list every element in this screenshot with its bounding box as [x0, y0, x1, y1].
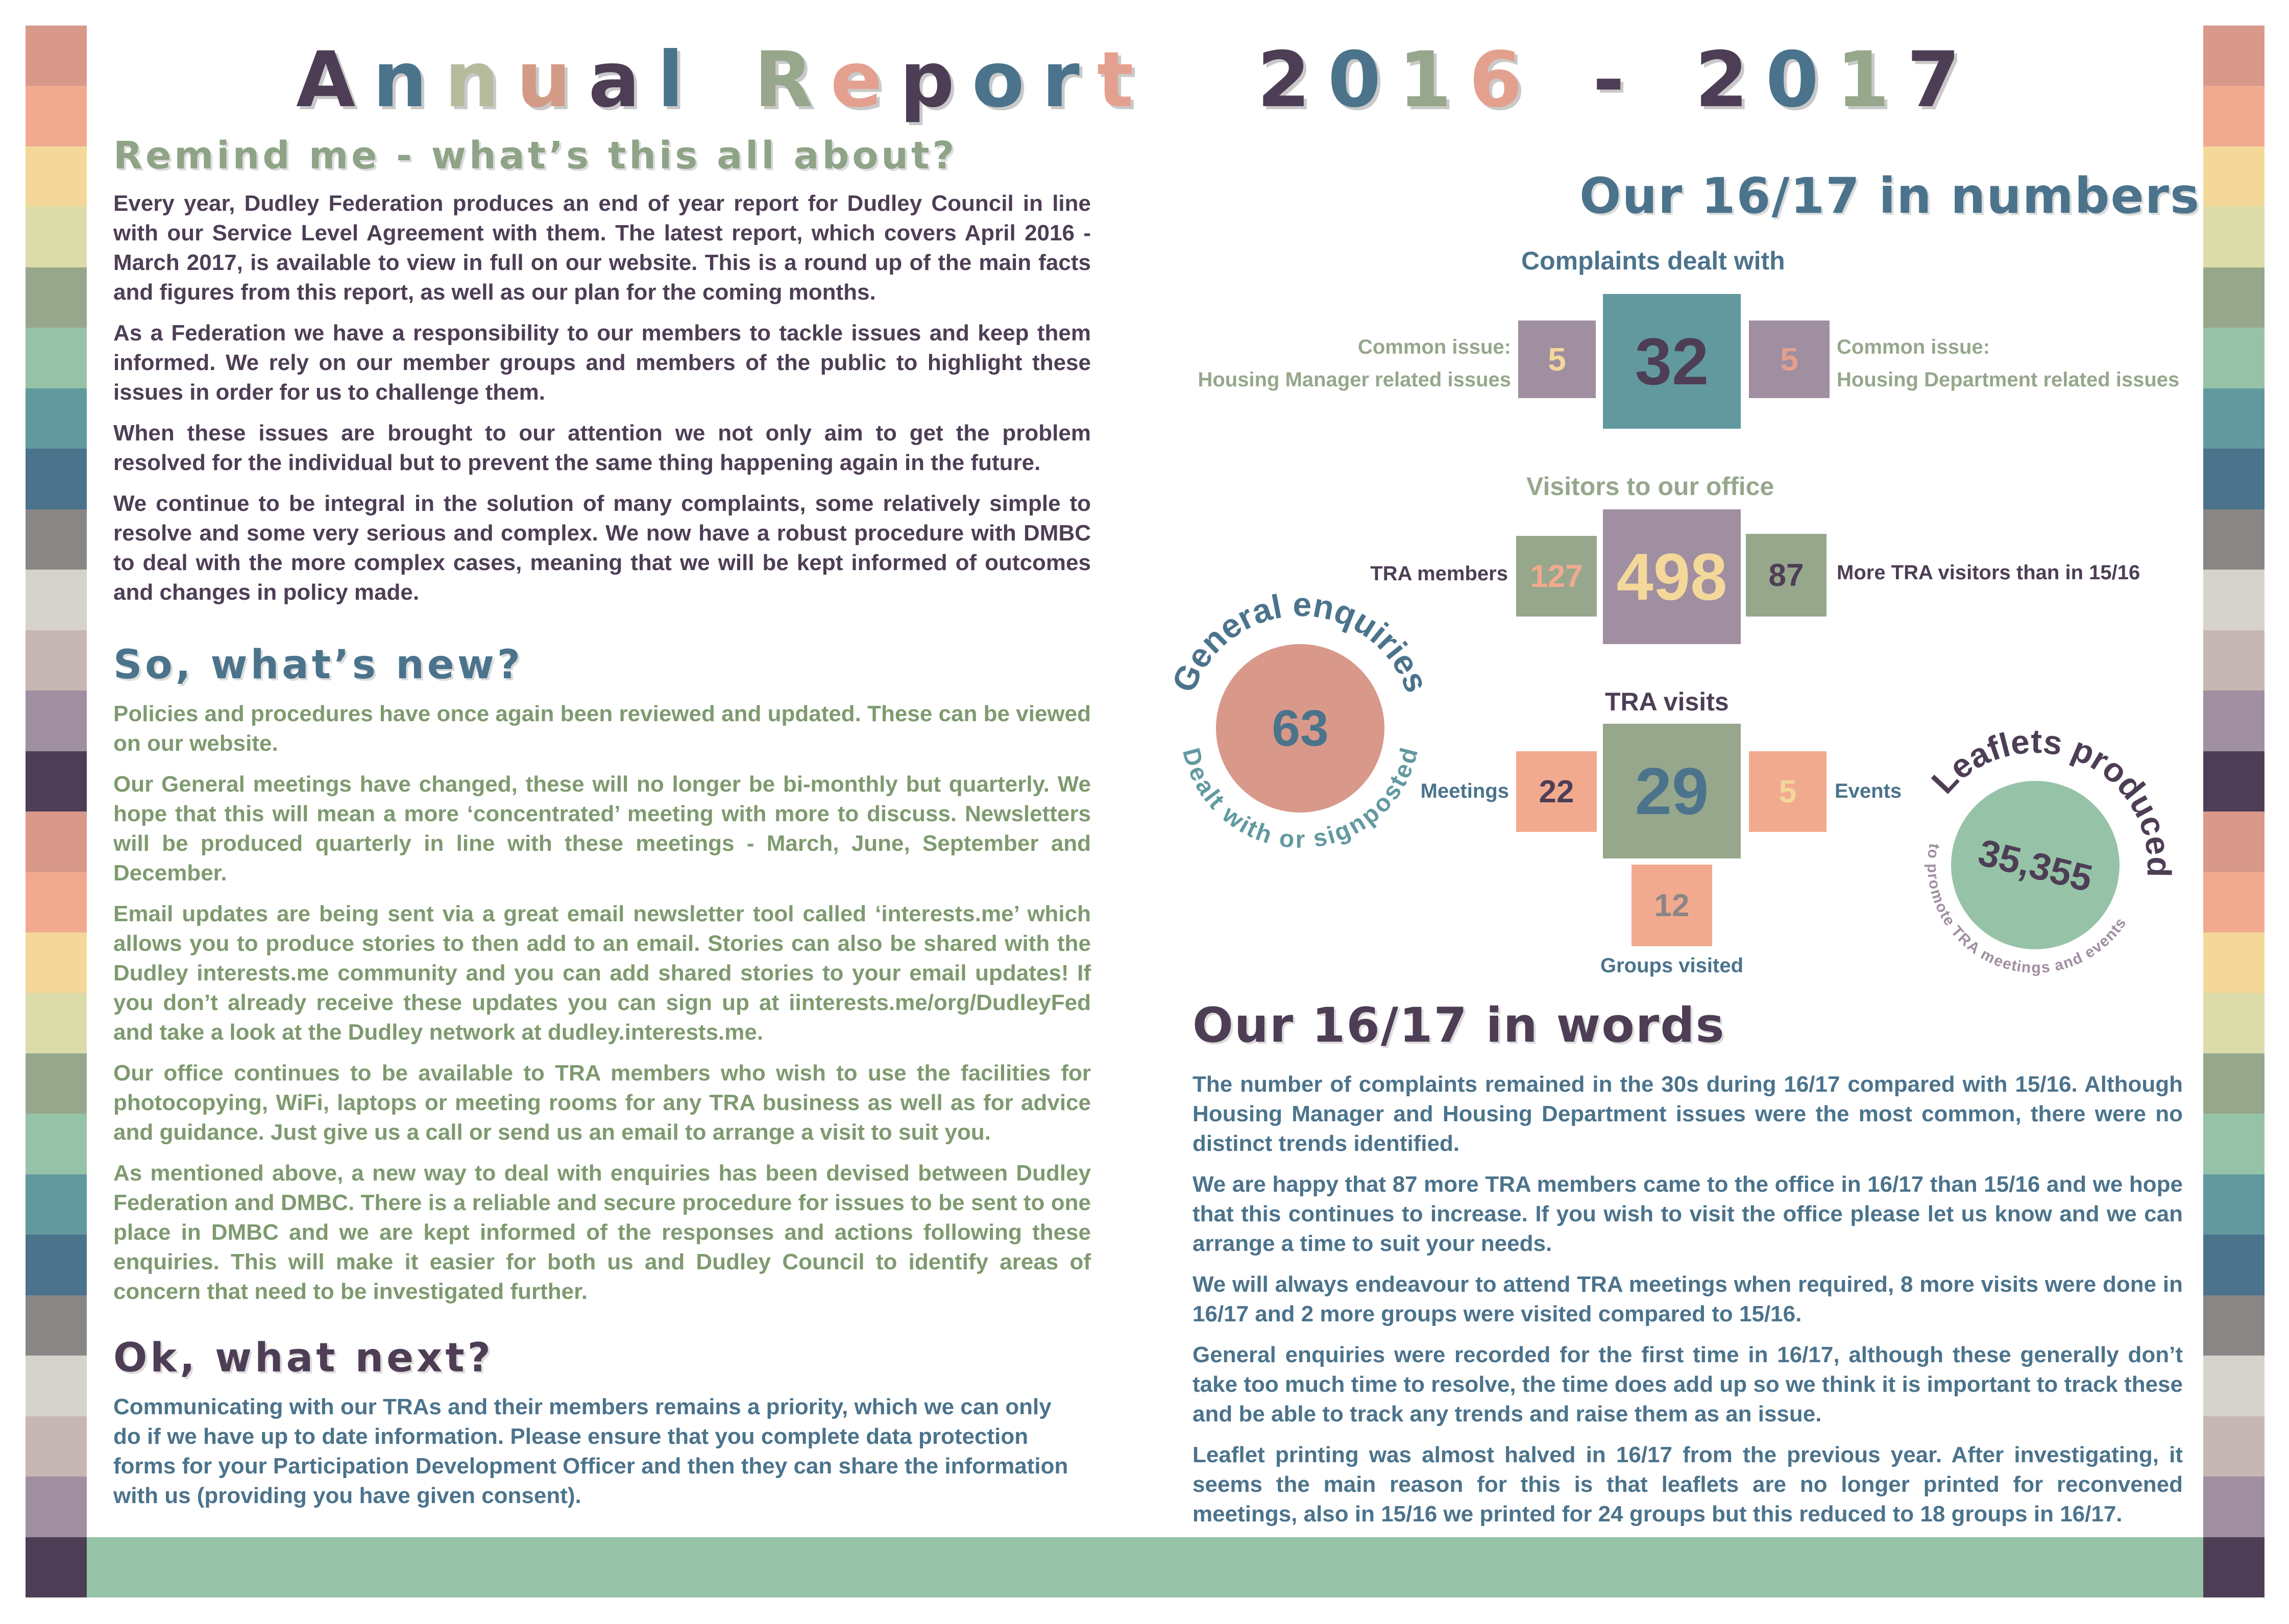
- stripe-segment: [2203, 26, 2264, 86]
- stripe-segment: [26, 1053, 87, 1114]
- title-letter: l: [657, 36, 684, 125]
- stripe-segment: [2203, 1114, 2264, 1174]
- stripe-segment: [26, 691, 87, 751]
- paragraph: Our General meetings have changed, these will no longer be bi-monthly but quarterly. We hope that this will mean a more ‘concentrated’ meeting with more to discuss. Newsletters will be produced quarterly in line with these meetings - March, June, September and December.: [113, 772, 1091, 885]
- stripe-segment: [2203, 449, 2264, 509]
- paragraph: Leaflet printing was almost halved in 16/17 from the previous year. After investigating, it seems the main reason for this is that leaflets are no longer printed for reconvened meetings, also in 15/16 we printed for 24 groups but this reduced to 18 groups in 16/17.: [1192, 1442, 2183, 1527]
- stripe-segment: [26, 1295, 87, 1356]
- title-letter: r: [1041, 36, 1080, 125]
- stripe-segment: [2203, 872, 2264, 932]
- stripe-segment: [26, 1174, 87, 1235]
- stripe-segment: [2203, 570, 2264, 630]
- stripe-segment: [2203, 1477, 2264, 1537]
- stripe-segment: [26, 1114, 87, 1174]
- stripe-segment: [26, 449, 87, 509]
- section-body-whats-new: [113, 699, 1091, 1318]
- paragraph: We continue to be integral in the solution of many complaints, some relatively simple to resolve and some very serious and complex. We now have a robust procedure with DMBC to deal with the more complex cases, meaning that we will be kept informed of outcomes and changes in policy made.: [113, 491, 1091, 605]
- paragraph: Policies and procedures have once again been reviewed and updated. These can be viewed on our website.: [113, 701, 1091, 756]
- stripe-segment: [26, 993, 87, 1053]
- title-letter: 2: [1695, 36, 1748, 125]
- stripe-segment: [2203, 146, 2264, 207]
- complaints-right-label-line2: Housing Department related issues: [1837, 368, 2180, 391]
- title-letter: [1204, 36, 1240, 125]
- complaints-total-box: 32: [1603, 294, 1741, 429]
- visitors-left-label: TRA members: [1370, 562, 1508, 585]
- title-letter: 0: [1327, 36, 1381, 125]
- title-letter: 2: [1257, 36, 1310, 125]
- stripe-segment: [2203, 1356, 2264, 1416]
- paragraph: We are happy that 87 more TRA members came to the office in 16/17 than 15/16 and we hope that this continues to increase. If you wish to visit the office please let us know and we can arrange a time to suit your needs.: [1192, 1172, 2183, 1256]
- stripe-segment: [26, 1356, 87, 1416]
- visitors-right-box: 87: [1746, 534, 1827, 617]
- stripe-segment: [2203, 751, 2264, 811]
- title-letter: t: [1097, 36, 1134, 125]
- title-letter: -: [1593, 36, 1625, 125]
- svg-text:General enquiries: [1164, 585, 1436, 698]
- complaints-left-label-line2: Housing Manager related issues: [1198, 368, 1511, 391]
- general-enquiries-arc-text: [1155, 583, 1446, 874]
- visitors-right-label: More TRA visitors than in 15/16: [1837, 561, 2140, 584]
- stripe-segment: [2203, 1416, 2264, 1477]
- paragraph: Every year, Dudley Federation produces an end of year report for Dudley Council in line with our Service Level Agreement with them. The latest report, which covers April 2016 - March 2017, is available to view in full on our website. This is a round up of the main facts and figures from this report, as well as our plan for the coming months.: [113, 191, 1091, 305]
- tra-visits-right-box: 5: [1749, 751, 1827, 832]
- stripe-segment: [26, 811, 87, 872]
- svg-text:Leaflets produced: [1924, 722, 2178, 877]
- visitors-left-box: 127: [1516, 536, 1597, 617]
- stripe-segment: [2203, 932, 2264, 993]
- title-letter: o: [971, 36, 1025, 125]
- complaints-title: Complaints dealt with: [1521, 247, 1785, 275]
- tra-visits-left-label: Meetings: [1420, 780, 1509, 802]
- numbers-heading: Our 16/17 in numbers: [1579, 167, 2201, 225]
- section-body-remind-me: [113, 189, 1091, 619]
- stripe-segment: [26, 1235, 87, 1295]
- leaflets-top-text: Leaflets produced: [1924, 722, 2179, 878]
- stripe-segment: [2203, 811, 2264, 872]
- stripe-segment: [26, 932, 87, 993]
- complaints-right-box: 5: [1749, 321, 1830, 398]
- title-letter: R: [754, 36, 813, 125]
- title-letter: [1540, 36, 1575, 125]
- stripe-segment: [2203, 328, 2264, 388]
- stripe-segment: [26, 509, 87, 570]
- stripe-segment: [26, 388, 87, 449]
- stripe-segment: [26, 630, 87, 691]
- stripe-segment: [26, 1416, 87, 1477]
- stripe-segment: [26, 86, 87, 146]
- tra-visits-bottom-box: 12: [1631, 865, 1712, 946]
- title-letter: e: [830, 36, 883, 125]
- title-letter: n: [444, 36, 499, 125]
- title-letter: 0: [1765, 36, 1819, 125]
- paragraph: General enquiries were recorded for the first time in 16/17, although these generally don’t take too much time to resolve, the time does add up so we think it is important to track these and be able to track any trends and raise them as an issue.: [1192, 1342, 2183, 1426]
- title-letter: [1642, 36, 1677, 125]
- title-letter: 7: [1907, 36, 1960, 125]
- right-color-stripe: [2203, 26, 2264, 1597]
- section-heading-whats-next: Ok, what next?: [113, 1335, 494, 1381]
- paragraph: Communicating with our TRAs and their members remains a priority, which we can only do if we have up to date information. Please ensure that you complete data protection forms for your Participation Development Officer and then they can share the information with us (providing you have given consent).: [113, 1394, 1068, 1508]
- tra-visits-left-box: 22: [1516, 751, 1597, 832]
- title-letter: 1: [1836, 36, 1890, 125]
- visitors-total-box: 498: [1603, 509, 1741, 644]
- stripe-segment: [2203, 509, 2264, 570]
- stripe-segment: [2203, 207, 2264, 267]
- paragraph: Email updates are being sent via a great email newsletter tool called ‘interests.me’ which allows you to produce stories to then add to an email. Stories can also be shared with the Dudley interests.me community and you can add shared stories to your email updates! If you don’t already receive these updates you can sign up at iinterests.me/org/DudleyFed and take a look at the Dudley network at dudley.interests.me.: [113, 901, 1091, 1045]
- stripe-segment: [2203, 630, 2264, 691]
- title-letter: [1151, 36, 1187, 125]
- section-body-whats-next: [113, 1392, 1073, 1522]
- stripe-segment: [26, 1477, 87, 1537]
- svg-text:Dealt with or signposted: [1177, 745, 1423, 853]
- stripe-segment: [2203, 267, 2264, 328]
- tra-visits-right-label: Events: [1835, 780, 1902, 802]
- stripe-segment: [26, 26, 87, 86]
- tra-visits-bottom-label: Groups visited: [1600, 954, 1744, 977]
- complaints-left-label: [1195, 331, 1511, 396]
- complaints-left-box: 5: [1518, 321, 1596, 398]
- paragraph: As a Federation we have a responsibility to our members to tackle issues and keep them informed. We rely on our member groups and members of the public to highlight these issues in order for us to challenge them.: [113, 321, 1091, 405]
- stripe-segment: [26, 207, 87, 267]
- title-letter: p: [899, 36, 955, 125]
- leaflets-arc-text: [1890, 720, 2181, 1011]
- paragraph: The number of complaints remained in the 30s during 16/17 compared with 15/16. Although Housing Manager and Housing Department issues were the most common, there were no distinct trends identified.: [1192, 1072, 2183, 1156]
- title-letter: n: [373, 36, 427, 125]
- svg-text:to promote TRA meetings and ev: [1924, 842, 2129, 976]
- section-heading-remind-me: Remind me - what’s this all about?: [113, 134, 958, 178]
- words-heading: Our 16/17 in words: [1192, 998, 1725, 1053]
- visitors-title: Visitors to our office: [1526, 472, 1774, 501]
- stripe-segment: [26, 570, 87, 630]
- stripe-segment: [2203, 86, 2264, 146]
- paragraph: When these issues are brought to our attention we not only aim to get the problem resolved for the individual but to prevent the same thing happening again in the future.: [113, 421, 1091, 475]
- stripe-segment: [26, 1537, 87, 1597]
- stripe-segment: [26, 872, 87, 932]
- bottom-color-bar: [87, 1537, 2203, 1597]
- stripe-segment: [2203, 1537, 2264, 1597]
- tra-visits-total-box: 29: [1603, 724, 1741, 858]
- page-title: [296, 36, 1978, 128]
- stripe-segment: [26, 751, 87, 811]
- stripe-segment: [2203, 993, 2264, 1053]
- general-enquiries-circle: 63: [1216, 644, 1384, 813]
- title-letter: A: [296, 36, 356, 125]
- stripe-segment: [26, 146, 87, 207]
- stripe-segment: [2203, 1235, 2264, 1295]
- stripe-segment: [26, 328, 87, 388]
- stripe-segment: [2203, 1295, 2264, 1356]
- paragraph: As mentioned above, a new way to deal with enquiries has been devised between Dudley Federation and DMBC. There is a reliable and secure procedure for issues to be sent to one place in DMBC and we are kept informed of the responses and actions following these enquiries. This will make it easier for both us and Dudley Council to identify areas of concern that need to be investigated further.: [113, 1161, 1091, 1304]
- stripe-segment: [2203, 1053, 2264, 1114]
- title-letter: 6: [1469, 36, 1523, 125]
- leaflets-value: 35,355: [1974, 830, 2097, 900]
- stripe-segment: [26, 267, 87, 328]
- complaints-right-label-line1: Common issue:: [1837, 336, 1990, 358]
- left-color-stripe: [26, 26, 87, 1597]
- stripe-segment: [2203, 388, 2264, 449]
- section-heading-whats-new: So, what’s new?: [113, 642, 524, 688]
- stripe-segment: [2203, 691, 2264, 751]
- complaints-left-label-line1: Common issue:: [1357, 336, 1511, 358]
- complaints-right-label: [1837, 331, 2179, 396]
- words-body: [1192, 1070, 2183, 1540]
- stripe-segment: [2203, 1174, 2264, 1235]
- title-letter: [701, 36, 737, 125]
- general-enquiries-bottom-text: Dealt with or signposted: [1177, 745, 1423, 853]
- general-enquiries-top-text: General enquiries: [1164, 585, 1436, 698]
- paragraph: Our office continues to be available to TRA members who wish to use the facilities for photocopying, WiFi, laptops or meeting rooms for any TRA business as well as for advice and guidance. Just give us a call or send us an email to arrange a visit to suit you.: [113, 1061, 1091, 1145]
- leaflets-bottom-text: to promote TRA meetings and events: [1924, 842, 2130, 976]
- tra-visits-title: TRA visits: [1605, 687, 1729, 716]
- title-letter: a: [588, 36, 640, 125]
- paragraph: We will always endeavour to attend TRA meetings when required, 8 more visits were done in 16/17 and 2 more groups were visited compared to 15/16.: [1192, 1272, 2183, 1326]
- title-letter: 1: [1398, 36, 1452, 125]
- title-letter: u: [516, 36, 571, 125]
